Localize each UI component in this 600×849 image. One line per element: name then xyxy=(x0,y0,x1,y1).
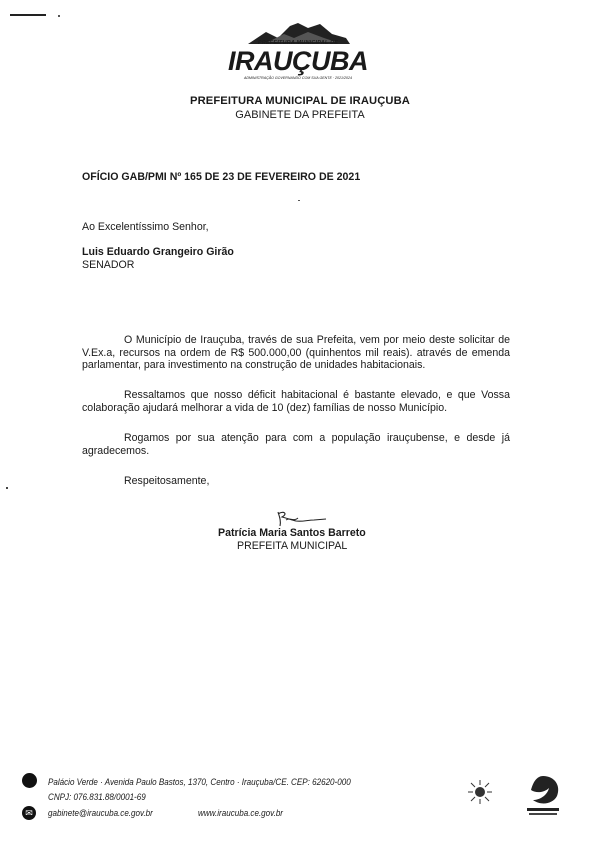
signer-title: PREFEITA MUNICIPAL xyxy=(237,540,348,552)
recipient-title: SENADOR xyxy=(82,259,135,271)
paragraph-thanks: Rogamos por sua atenção para com a população irauçubense, e desde já agradecemos. xyxy=(82,432,510,457)
municipal-logo xyxy=(228,20,368,82)
logo-name: IRAUÇUBA xyxy=(228,46,368,76)
paragraph-request: O Município de Irauçuba, través de sua Prefeita, vem por meio deste solicitar de V.Ex.a, recursos na ordem de R$ 500.000,00 (quinhentos mil reais). através de emenda parlamentar, para investimento na construção de unidades habitacionais. xyxy=(82,334,510,372)
closing: Respeitosamente, xyxy=(124,475,210,487)
footer-website[interactable]: www.iraucuba.ce.gov.br xyxy=(198,807,284,818)
signer-name: Patrícia Maria Santos Barreto xyxy=(218,527,366,539)
paragraph-deficit: Ressaltamos que nosso déficit habitacional é bastante elevado, e que Vossa colaboração ajudará melhorar a vida de 10 (dez) famílias de nosso Município. xyxy=(82,389,510,414)
footer-cnpj: CNPJ: 076.831.88/0001-69 xyxy=(48,791,146,802)
recipient-name: Luis Eduardo Grangeiro Girão xyxy=(82,246,234,258)
header-subtitle: GABINETE DA PREFEITA xyxy=(235,109,365,121)
scan-dot xyxy=(58,15,60,17)
scan-dot xyxy=(298,200,300,201)
sun-emblem-icon xyxy=(465,777,495,807)
salutation: Ao Excelentíssimo Senhor, xyxy=(82,221,209,233)
scan-mark xyxy=(10,14,46,16)
state-emblem-icon xyxy=(523,772,563,820)
mail-icon: ✉ xyxy=(22,806,36,820)
logo-top-text: PREFEITURA MUNICIPAL DE xyxy=(257,40,339,46)
letter-reference: OFÍCIO GAB/PMI Nº 165 DE 23 DE FEVEREIRO DE 2021 xyxy=(82,171,361,183)
signature-icon xyxy=(272,508,332,528)
footer-email[interactable]: gabinete@iraucuba.ce.gov.br xyxy=(48,807,153,818)
scan-dot xyxy=(6,487,8,489)
header-title: PREFEITURA MUNICIPAL DE IRAUÇUBA xyxy=(190,95,410,107)
logo-sub-text: ADMINISTRAÇÃO GOVERNANDO COM SUA GENTE · 2021/2024 xyxy=(243,76,353,80)
footer-address: Palácio Verde · Avenida Paulo Bastos, 1370, Centro · Irauçuba/CE. CEP: 62620-000 xyxy=(48,776,351,787)
location-pin-icon xyxy=(22,773,37,788)
